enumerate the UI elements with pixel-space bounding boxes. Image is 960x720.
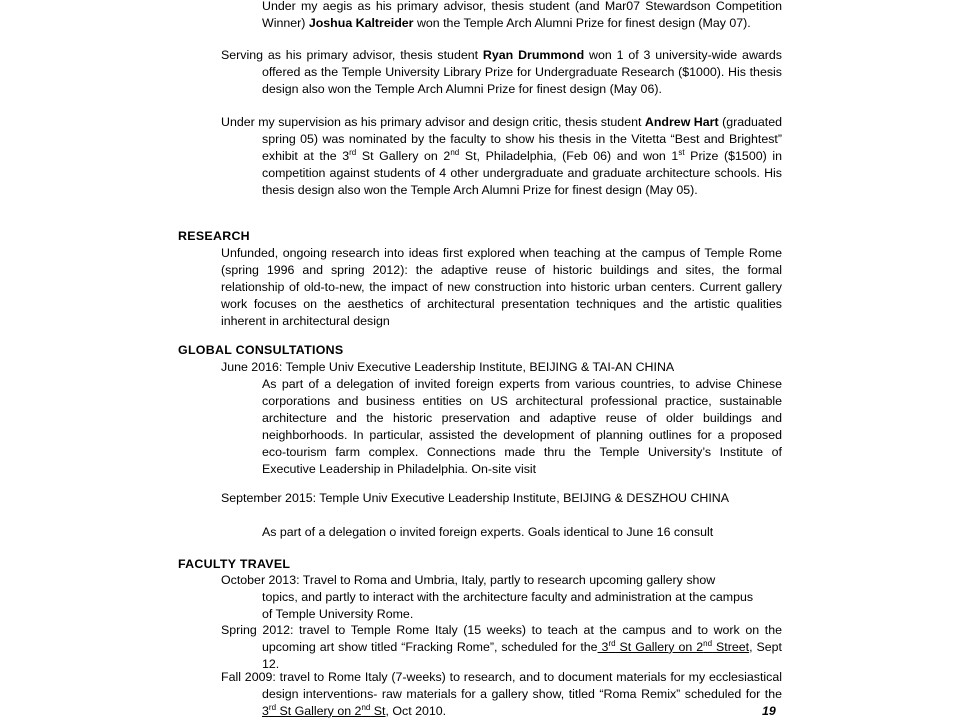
page-number: 19 — [762, 704, 776, 718]
section-heading-faculty-travel: FACULTY TRAVEL — [178, 557, 291, 571]
consultation-description-june-2016: As part of a delegation of invited foreign experts from various countries, to advise Chinese corporations and business entities on US architectural professional practice, sustainable architecture and the historic preservation and adaptive reuse of older buildings and neighborhoods. In particular, assisted the development of planning outlines for a proposed eco-tourism farm complex. Connections made thru the Temple University’s Institute of Executive Leadership in Philadelphia. On-site visit — [262, 377, 782, 476]
section-heading-global-consultations: GLOBAL CONSULTATIONS — [178, 343, 344, 357]
advising-paragraph-hart: Under my supervision as his primary advisor and design critic, thesis student Andrew Hart (graduated spring 05) was nominated by the faculty to show his thesis in the Vitetta “Best and Brightest” exhibit at the 3rd St Gallery on 2nd St, Philadelphia, (Feb 06) and won 1st Prize ($1500) in competition against students of 4 other undergraduate and graduate architecture schools. His thesis design also won the Temple Arch Alumni Prize for finest design (May 05). — [221, 115, 782, 197]
advising-paragraph-kaltreider: Under my aegis as his primary advisor, thesis student (and Mar07 Stewardson Competition Winner) Joshua Kaltreider won the Temple Arch Alumni Prize for finest design (May 07). — [262, 0, 782, 30]
gallery-reference: 3rd St Gallery on 2nd Street — [597, 638, 750, 654]
consultation-entry-september-2015: September 2015: Temple Univ Executive Leadership Institute, BEIJING & DESZHOU CHINA — [221, 491, 730, 505]
travel-entry-october-2013: October 2013: Travel to Roma and Umbria, Italy, partly to research upcoming gallery show topics, and partly to interact with the architecture faculty and administration at the campus of Temple University Rome. — [221, 573, 754, 621]
consultation-description-september-2015: As part of a delegation o invited foreign experts. Goals identical to June 16 consult — [262, 525, 714, 539]
travel-entry-fall-2009: Fall 2009: travel to Rome Italy (7-weeks) to research, and to document materials for my ecclesiastical design interventions- raw materials for a gallery show, titled “Roma Remix” scheduled for the 3rd St Gallery on 2nd St, Oct 2010. — [221, 670, 782, 718]
section-heading-research: RESEARCH — [178, 229, 250, 243]
research-paragraph: Unfunded, ongoing research into ideas first explored when teaching at the campus of Temple Rome (spring 1996 and spring 2012): the adaptive reuse of historic buildings and sites, the formal relationship of old-to-new, the impact of new construction into historic urban centers. Current gallery work focuses on the aesthetics of architectural presentation techniques and the artistic qualities inherent in architectural design — [221, 246, 782, 328]
consultation-entry-june-2016: June 2016: Temple Univ Executive Leadership Institute, BEIJING & TAI-AN CHINA — [221, 360, 675, 374]
advising-paragraph-drummond: Serving as his primary advisor, thesis student Ryan Drummond won 1 of 3 university-wide awards offered as the Temple University Library Prize for Undergraduate Research ($1000). His thesis design also won the Temple Arch Alumni Prize for finest design (May 06). — [221, 48, 782, 96]
student-name: Andrew Hart — [644, 115, 719, 129]
student-name: Ryan Drummond — [482, 48, 585, 62]
gallery-reference: 3rd St Gallery on 2nd St — [262, 702, 386, 718]
student-name: Joshua Kaltreider — [308, 15, 414, 30]
travel-entry-spring-2012: Spring 2012: travel to Temple Rome Italy (15 weeks) to teach at the campus and to work on the upcoming art show titled “Fracking Rome”, scheduled for the 3rd St Gallery on 2nd Street, Sept 12. — [221, 623, 782, 671]
